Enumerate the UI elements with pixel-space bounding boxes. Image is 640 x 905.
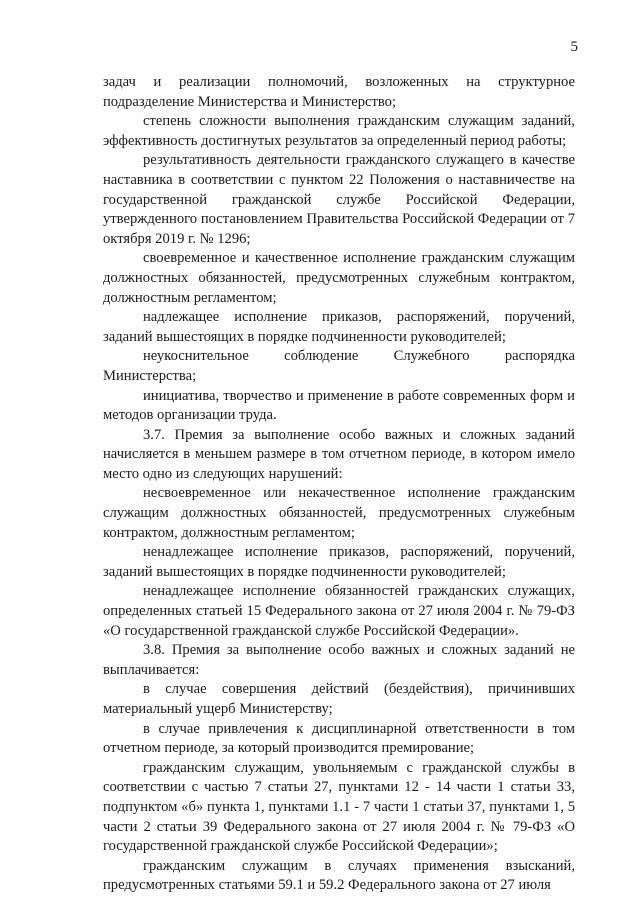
paragraph: степень сложности выполнения гражданским служащим заданий, эффективность достигнутых результатов за определенный период работы; xyxy=(103,113,575,149)
paragraph: неукоснительное соблюдение Служебного распорядка Министерства; xyxy=(103,348,575,384)
paragraph: ненадлежащее исполнение обязанностей гражданских служащих, определенных статьей 15 Федерального закона от 27 июля 2004 г. № 79-ФЗ «О государственной гражданской службе Российской Федерации». xyxy=(103,583,575,639)
paragraph: гражданским служащим, увольняемым с гражданской службы в соответствии с частью 7 статьи 27, пунктами 12 - 14 части 1 статьи 33, подпунктом «б» пункта 1, пунктами 1.1 - 7 части 1 статьи 37, пунктами 1, 5 части 2 статьи 39 Федерального закона от 27 июля 2004 г. № 79-ФЗ «О государственной гражданской службе Российской Федерации»; xyxy=(103,759,575,855)
paragraph: 3.7. Премия за выполнение особо важных и сложных заданий начисляется в меньшем размере в том отчетном периоде, в котором имело место одно из следующих нарушений: xyxy=(103,426,575,482)
paragraph: несвоевременное или некачественное исполнение гражданским служащим должностных обязанностей, предусмотренных служебным контрактом, должностным регламентом; xyxy=(103,485,575,541)
paragraph: в случае совершения действий (бездействия), причинивших материальный ущерб Министерству; xyxy=(103,681,575,717)
paragraph: результативность деятельности гражданского служащего в качестве наставника в соответствии с пунктом 22 Положения о наставничестве на государственной гражданской службе Российской Федерации, утвержденного постановлением Правительства Российской Федерации от 7 октября 2019 г. № 1296; xyxy=(103,152,575,247)
paragraph: задач и реализации полномочий, возложенных на структурное подразделение Министерства и Министерство; xyxy=(103,74,575,110)
paragraph: своевременное и качественное исполнение гражданским служащим должностных обязанностей, предусмотренных служебным контрактом, должностным регламентом; xyxy=(103,250,575,306)
page-number: 5 xyxy=(570,39,578,55)
paragraph: инициатива, творчество и применение в работе современных форм и методов организации труда. xyxy=(103,387,575,424)
paragraph: 3.8. Премия за выполнение особо важных и сложных заданий не выплачивается: xyxy=(103,642,575,678)
paragraph: ненадлежащее исполнение приказов, распоряжений, поручений, заданий вышестоящих в порядке подчиненности руководителей; xyxy=(103,544,575,580)
paragraph: надлежащее исполнение приказов, распоряжений, поручений, заданий вышестоящих в порядке подчиненности руководителей; xyxy=(103,309,575,345)
document-body xyxy=(103,73,575,896)
paragraph: гражданским служащим в случаях применения взысканий, предусмотренных статьями 59.1 и 59.2 Федерального закона от 27 июля xyxy=(103,857,575,894)
paragraph: в случае привлечения к дисциплинарной ответственности в том отчетном периоде, за который производится премирование; xyxy=(103,720,575,757)
